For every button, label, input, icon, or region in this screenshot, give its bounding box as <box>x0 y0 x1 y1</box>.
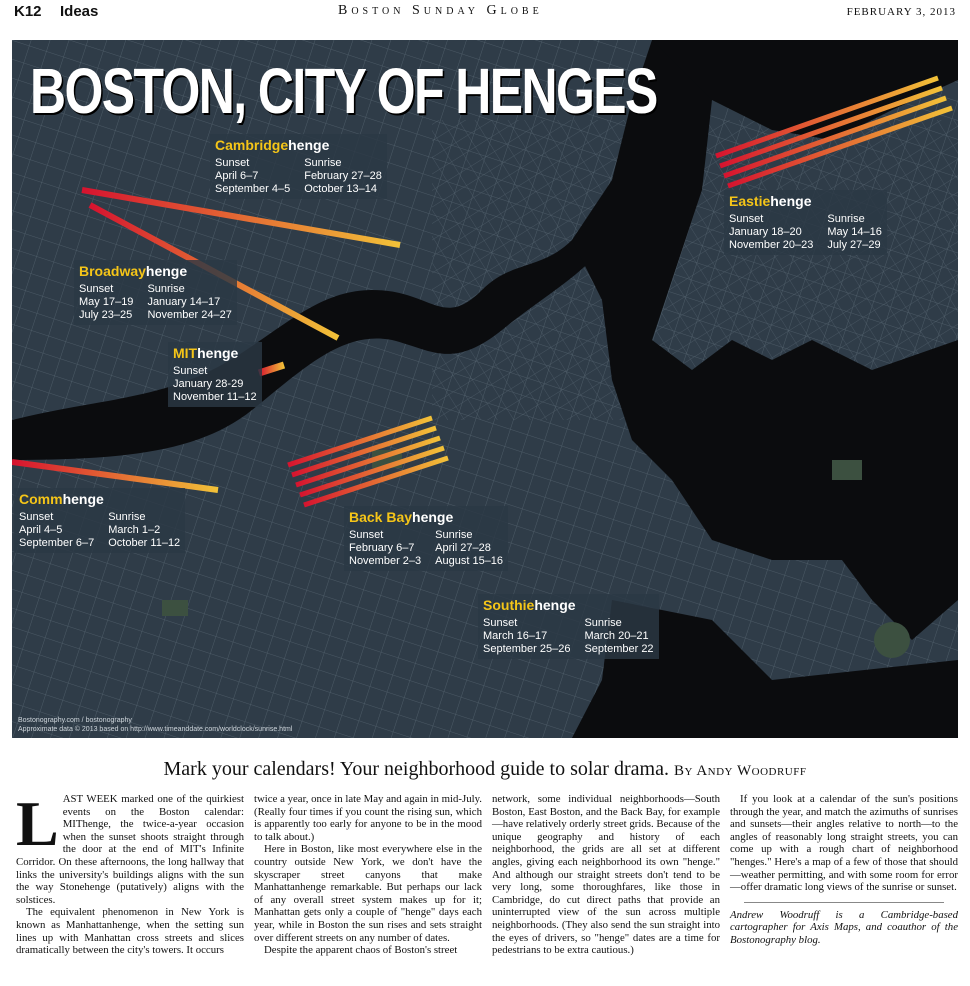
label-southiehenge <box>478 594 659 659</box>
henge-name: MIThenge <box>173 345 239 361</box>
paragraph: network, some individual neighborhoods—South Boston, East Boston, and the Back Bay, for example—have relatively orderly street grids. Because of the unique geography and history of each neighborhood, the grids are all set at different angles, giving each neighborhood its own "henge." And although our straight streets don't tend to be very long, some thoroughfares, like those in Cambridge, do cut direct paths that provide an uninterrupted view of the sun across multiple neighborhoods. (They also send the sun straight into the eyes of drivers, so "henge" dates are a time for pedestrians to be extra cautious.) <box>492 793 720 957</box>
issue-date: FEBRUARY 3, 2013 <box>846 6 956 18</box>
article-column-2 <box>254 793 482 957</box>
paragraph: twice a year, once in late May and again in mid-July. (Really four times if you count the rising sun, which is apparently too early for anyone to be in the mood to talk about.) <box>254 793 482 843</box>
newspaper-name: Boston Sunday Globe <box>338 3 543 18</box>
park <box>874 622 910 658</box>
label-backbayhenge <box>344 506 508 571</box>
article-body <box>16 788 960 973</box>
henge-name: Eastiehenge <box>729 193 812 209</box>
sunset-dates: Sunset January 28-29 November 11–12 <box>173 365 257 403</box>
sunrise-dates: Sunrise March 20–21 September 22 <box>584 617 654 655</box>
henge-name: Southiehenge <box>483 597 576 613</box>
park <box>162 600 188 616</box>
sunset-dates: Sunset May 17–19 July 23–25 <box>79 283 134 321</box>
paragraph: If you look at a calendar of the sun's positions through the year, and match the azimuths of sunrises and sunsets—their angles relative to north—to the angles of reasonably long straight streets, you can come up with a rough chart of neighborhood "henges." Here's a map of a few of those that should—weather permitting, and with some room for error—offer dramatic long views of the sunrise or sunset. <box>730 793 958 894</box>
label-broadwayhenge <box>74 260 237 325</box>
article-column-1 <box>16 788 244 957</box>
caption-text: Mark your calendars! Your neighborhood guide to solar drama. <box>163 758 669 780</box>
sunset-dates: Sunset April 4–5 September 6–7 <box>19 511 95 549</box>
sunset-dates: Sunset January 18–20 November 20–23 <box>729 213 814 251</box>
paragraph: Here in Boston, like most everywhere else in the country outside New York, we don't have the skyscraper street canyons that make Manhattanhenge remarkable. But perhaps our lack of any overall street system makes up for it; Manhattan gets only a couple of "henge" days each year, while in Boston the sun rises and sets straight over different streets on any number of dates. <box>254 843 482 944</box>
divider <box>744 902 944 903</box>
article-column-4 <box>730 793 958 947</box>
map-credit: Bostonography.com / bostonography Approximate data © 2013 based on http://www.timeanddate.com/worldclock/sunrise.html <box>18 717 293 733</box>
section-name: Ideas <box>60 3 99 20</box>
henge-name: Cambridgehenge <box>215 137 330 153</box>
paragraph: The equivalent phenomenon in New York is known as Manhattanhenge, when the setting sun lines up with Manhattan cross streets and slices dramatically between the city's towers. It occurs <box>16 906 244 957</box>
label-cambridgehenge <box>210 134 387 199</box>
page-number: K12 <box>14 3 42 20</box>
henge-map <box>12 40 958 738</box>
label-mithenge <box>168 342 262 407</box>
page-header <box>0 0 970 24</box>
byline: By Andy Woodruff <box>673 763 807 779</box>
sunset-dates: Sunset April 6–7 September 4–5 <box>215 157 291 195</box>
paragraph: Despite the apparent chaos of Boston's street <box>264 944 458 957</box>
sunrise-dates: Sunrise May 14–16 July 27–29 <box>827 213 882 251</box>
label-eastiehenge <box>724 190 887 255</box>
label-commhenge <box>14 488 185 553</box>
park <box>832 460 862 480</box>
map-title: BOSTON, CITY OF HENGES <box>30 55 657 127</box>
sunrise-dates: Sunrise April 27–28 August 15–16 <box>435 529 504 567</box>
headline-caption <box>0 758 970 781</box>
article-column-3 <box>492 793 720 957</box>
sunrise-dates: Sunrise March 1–2 October 11–12 <box>108 511 181 549</box>
henge-name: Broadwayhenge <box>79 263 188 279</box>
henge-name: Commhenge <box>19 491 104 507</box>
sunrise-dates: Sunrise February 27–28 October 13–14 <box>304 157 382 195</box>
henge-name: Back Bayhenge <box>349 509 454 525</box>
paragraph: AST WEEK marked one of the quirkiest events on the Boston calendar: MIThenge, the twice-a-year occasion when the sunset shoots straight through the door at the end of MIT's Infinite Corridor. On these afternoons, the long hallway that links the university's buildings aligns with the sun the way Stonehenge (putatively) aligns with the solstices. <box>16 793 244 906</box>
drop-cap: L <box>16 788 59 859</box>
sunset-dates: Sunset February 6–7 November 2–3 <box>349 529 422 567</box>
sunrise-dates: Sunrise January 14–17 November 24–27 <box>147 283 232 321</box>
author-bio: Andrew Woodruff is a Cambridge-based cartographer for Axis Maps, and coauthor of the Bostonography blog. <box>730 908 958 946</box>
sunset-dates: Sunset March 16–17 September 25–26 <box>483 617 571 655</box>
